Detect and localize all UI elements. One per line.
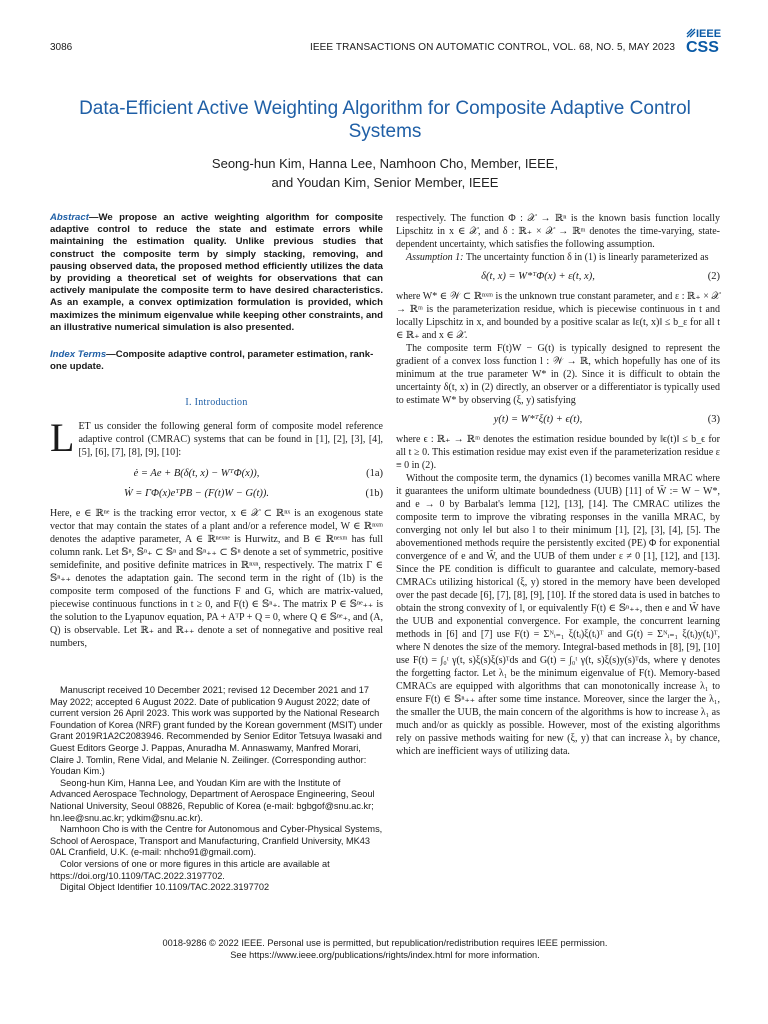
- right-paragraph-5: Without the composite term, the dynamics (1) becomes vanilla MRAC where it guarantees the uniform ultimate boundedness (UUB) [11] of W̃ := W − W*, and e → 0 by Barbalat's lemma [12], [13], [14]. The CMRAC utilizes the composite term to improve the vibrating responses in the vanilla MRAC, by converging not only ‖e‖ but also l to their minimum [1], [2], [3], [4], [5]. The abovementioned methods require the persistently excited (PE) Φ for exponential convergence of e and W̃, and the UUB of them under ε ≠ 0 [1], [12], and [13]. Since the PE condition is difficult to guarantee and calculate, memory-based CMRACs utilizing historical (ξ, y) stored in the memory have been developed over the past decade [6], [7], [8], [9], [10]. If the stored data is used in batches to obtain the strong convexity of l, or equivalently F(t) ∈ 𝕊ⁿ₊₊, then e and W̃ have the UUB and exponential convergence. For example, the concurrent learning methods in [6] and [7] use F(t) = Σᴺᵢ₌₁ ξ(tᵢ)ξ(tᵢ)ᵀ and G(t) = Σᴺᵢ₌₁ ξ(tᵢ)y(tᵢ)ᵀ, where N denotes the size of the memory. Integral-based methods in [8], [9], [10] use F(t) = ∫₀ᵗ γ(t, s)ξ(s)ξ(s)ᵀds and G(t) = ∫₀ᵗ γ(t, s)ξ(s)y(s)ᵀds, where γ denotes the forgetting factor. Let λ₁ be the minimum eigenvalue of F(t). Memory-based CMRACs are equipped with algorithms that can monotonically increase λ₁ to ensure F(t) ∈ 𝕊ⁿ₊₊ after some time instance. Moreover, since the larger the λ₁, the smaller the UUB, the main concern of the algorithms is how to increase λ₁ as much and/or as quickly as possible. However, most of the existing algorithms rely on passive methods waiting for new (ξ, y) that can increase λ₁ by chance, which are inefficient ways of utilizing data.: [396, 473, 720, 757]
- right-paragraph-3: The composite term F(t)W − G(t) is typically designed to represent the gradient of a convex loss function l : 𝒲 → ℝ, which hopefully has one of its minimum at the true parameter W* in (2). Since it is difficult to obtain the uncertainty δ(t, x) in (2) directly, an observer or a differentiator is typically used to estimate W* by observing (ξ, y) satisfying: [396, 343, 720, 406]
- abstract-label: Abstract: [50, 212, 89, 223]
- index-terms-label: Index Terms: [50, 349, 107, 360]
- equation-1b: [50, 487, 383, 507]
- page-number: 3086: [50, 42, 73, 53]
- paper-title: Data-Efficient Active Weighting Algorithm for Composite Adaptive Control Systems: [79, 98, 691, 142]
- right-column: [396, 212, 720, 758]
- right-paragraph-4: where ϵ : ℝ₊ → ℝᵐ denotes the estimation residue bounded by ‖ϵ(t)‖ ≤ b_ϵ for all t ≥ 0. This estimation residue may exist even if the parameterization residue ε ≡ 0 in (2).: [396, 434, 720, 471]
- footnote-color-versions: Color versions of one or more figures in this article are available at https://doi.org/10.1109/TAC.2022.3197702.: [50, 858, 330, 881]
- abstract-text: —We propose an active weighting algorithm for composite adaptive control to reduce the state and estimate errors while maintaining the estimation quality. Unlike previous studies that construct the composite term by simply stacking, removing, and pausing observed data, the proposed method efficiently utilizes the data by providing a theoretical set of weights for observations that can actively manipulate the composite term to have desired characteristics. As an example, a convex optimization formulation is provided, which maximizes the minimum eigenvalue while keeping other constraints, and an illustrative numerical simulation is also presented.: [50, 212, 383, 333]
- assumption-text: The uncertainty function δ in (1) is linearly parameterized as: [463, 252, 709, 263]
- drop-cap: L: [50, 415, 75, 460]
- right-paragraph-1: respectively. The function Φ : 𝒳 → ℝⁿ is the known basis function locally Lipschitz in x ∈ 𝒳, and δ : ℝ₊ × 𝒳 → ℝᵐ denotes the time-varying, state-dependent uncertainty, which satisfies the following assumption.: [396, 213, 720, 250]
- author-line-2-text: and Youdan Kim, Senior Member, IEEE: [271, 175, 499, 190]
- footnote-doi: Digital Object Identifier 10.1109/TAC.2022.3197702: [60, 882, 270, 893]
- index-terms: [50, 349, 383, 373]
- logo-rays-icon: [686, 28, 696, 38]
- assumption-1: [396, 251, 720, 264]
- logo-ieee-text: IEEE: [696, 28, 722, 40]
- equation-1b-expr: Ẇ = ΓΦ(x)eᵀPB − (F(t)W − G(t)).: [123, 488, 270, 499]
- assumption-label: Assumption 1:: [406, 252, 464, 263]
- right-paragraph-2: where W* ∈ 𝒲 ⊂ ℝⁿˣᵐ is the unknown true constant parameter, and ε : ℝ₊ × 𝒳 → ℝᵐ is the parameterization residue, which is piecewise continuous in t and locally Lipschitz in x, and bounded by a positive scalar as ‖ε(t, x)‖ ≤ b_ε for all t ∈ ℝ₊ and x ∈ 𝒳.: [396, 291, 720, 341]
- intro-paragraph-1: [50, 415, 383, 460]
- abstract: [50, 212, 383, 334]
- section-heading: I. Introduction: [185, 397, 248, 408]
- copyright-line-1: 0018-9286 © 2022 IEEE. Personal use is permitted, but republication/redistribution requires IEEE permission.: [162, 938, 608, 948]
- logo-css-text: CSS: [686, 39, 719, 56]
- journal-header: IEEE TRANSACTIONS ON AUTOMATIC CONTROL, VOL. 68, NO. 5, MAY 2023: [310, 42, 676, 53]
- equation-2-number: (2): [707, 271, 720, 282]
- copyright-notice: [50, 938, 720, 961]
- equation-2: [396, 270, 720, 290]
- author-line-1: [50, 154, 720, 173]
- copyright-line-2: See https://www.ieee.org/publications/rights/index.html for more information.: [230, 949, 540, 960]
- author-line-1-text: Seong-hun Kim, Hanna Lee, Namhoon Cho, Member, IEEE,: [211, 156, 559, 171]
- equation-1a-expr: ė = Ae + B(δ(t, x) − WᵀΦ(x)),: [133, 468, 260, 479]
- equation-1a: [50, 467, 383, 487]
- author-list: [50, 154, 720, 192]
- intro-body: [50, 415, 383, 650]
- footnote-affiliation-1: Seong-hun Kim, Hanna Lee, and Youdan Kim are with the Institute of Advanced Aerospace Technology, Department of Aerospace Engineering, Seoul National University, Seoul 08826, Republic of Korea (e-mail: bgbgof@snu.ac.kr; hn.lee@snu.ac.kr; ydkim@snu.ac.kr).: [50, 777, 375, 823]
- equation-1a-number: (1a): [366, 468, 383, 479]
- footnote-affiliation-2: Namhoon Cho is with the Centre for Autonomous and Cyber-Physical Systems, School of Aerospace, Transport and Manufacturing, Cranfield University, MK43 0AL Cranfield, U.K. (e-mail: nhcho91@gmail.com).: [50, 824, 383, 858]
- equation-3: [396, 413, 720, 433]
- author-line-2: [50, 173, 720, 192]
- footnote-manuscript: Manuscript received 10 December 2021; revised 12 December 2021 and 17 May 2022; accepted 6 August 2022. Date of publication 9 August 2022; date of current version 26 April 2023. This work was supported by the National Research Foundation of Korea (NRF) grant funded by the Korean government (MSIT) under Grant 2019R1A2C2083946. Recommended by Senior Editor Tetsuya Iwasaki and Guest Editors George J. Pappas, Anuradha M. Annaswamy, Manfred Morari, Claire J. Tomlin, Rene Vidal, and Melanie N. Zeilinger. (Corresponding author: Youdan Kim.): [50, 685, 383, 777]
- equation-1b-number: (1b): [365, 488, 383, 499]
- intro-paragraph-1-text: ET us consider the following general form of composite model reference adaptive control (CMRAC) systems that can be found in [1], [2], [3], [4], [5], [6], [7], [8], [9], [10]:: [78, 421, 383, 458]
- equation-2-expr: δ(t, x) = W*ᵀΦ(x) + ε(t, x),: [481, 271, 595, 282]
- intro-paragraph-2: Here, e ∈ ℝⁿᵉ is the tracking error vector, x ∈ 𝒳 ⊂ ℝⁿˣ is an exogenous state vector that may contain the states of a plant and/or a reference model, W ∈ ℝⁿˣᵐ denotes the adaptive parameter, A ∈ ℝⁿᵉˣⁿᵉ is Hurwitz, and B ∈ ℝⁿᵉˣᵐ has full column rank. Let 𝕊ⁿ, 𝕊ⁿ₊ ⊂ 𝕊ⁿ and 𝕊ⁿ₊₊ ⊂ 𝕊ⁿ denote a set of symmetric, positive semidefinite, and positive definite matrices in ℝⁿˣⁿ, respectively. The matrix Γ ∈ 𝕊ⁿ₊₊ denotes the adaptation gain. The second term in the right of (1b) is the composite term composed of the functions F and G, which are matrix-valued, piecewise continuous functions in t ≥ 0, and F(t) ∈ 𝕊ⁿ₊. The matrix P ∈ 𝕊ⁿᵉ₊₊ is the solution to the Lyapunov equation, PA + AᵀP + Q = 0, where Q ∈ 𝕊ⁿᵉ₊, and (A, Q) is observable. Let ℝ₊ and ℝ₊₊ denote a set of nonnegative and positive real numbers,: [50, 508, 383, 649]
- ieee-css-logo: [678, 26, 720, 58]
- footnote: [50, 685, 383, 894]
- index-terms-text: —Composite adaptive control, parameter estimation, rank-one update.: [50, 349, 374, 373]
- equation-3-number: (3): [707, 414, 720, 425]
- equation-3-expr: y(t) = W*ᵀξ(t) + ϵ(t),: [493, 414, 583, 425]
